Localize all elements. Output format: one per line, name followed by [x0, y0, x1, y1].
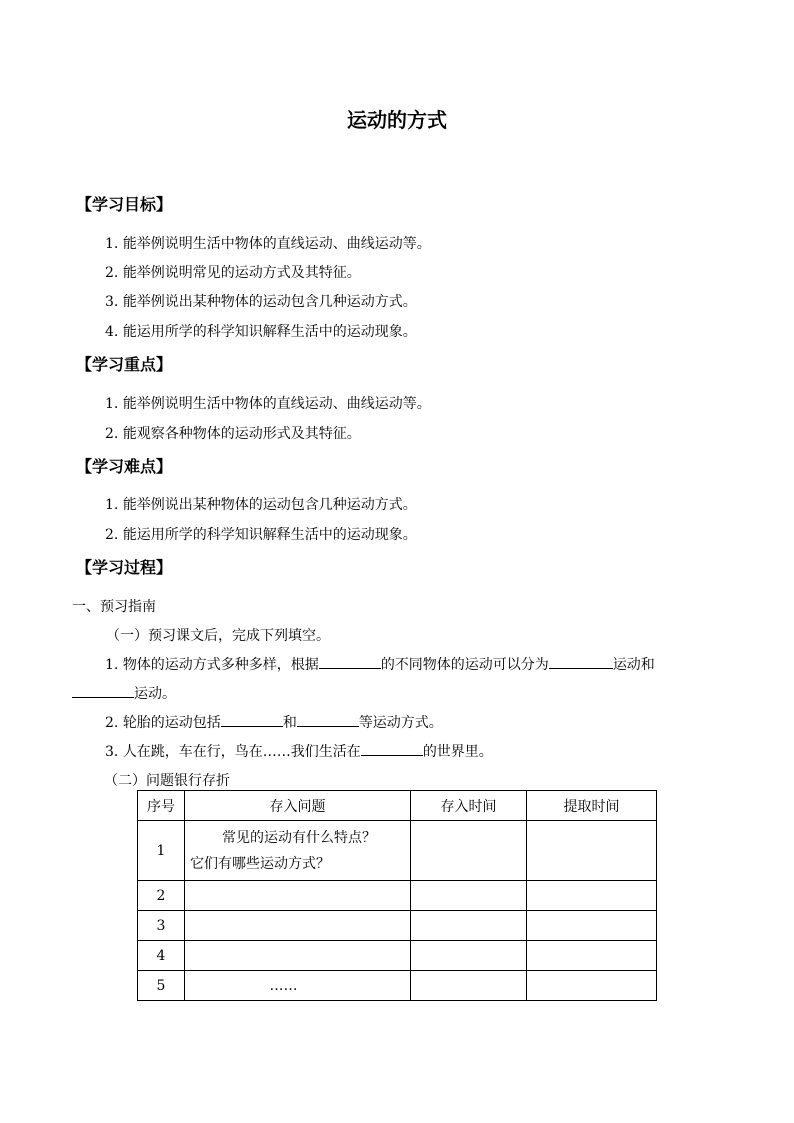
question-cell[interactable]: [185, 911, 411, 941]
question-line: 它们有哪些运动方式？: [190, 855, 330, 872]
question-text: 运动。: [134, 686, 176, 702]
header-index: 序号: [138, 791, 185, 821]
deposit-time-cell[interactable]: [411, 971, 527, 1001]
question-text: 等运动方式。: [358, 715, 443, 731]
question-text: 轮胎的运动包括: [122, 715, 221, 731]
item-number: 3.: [105, 294, 119, 310]
deposit-time-cell[interactable]: [411, 941, 527, 971]
withdraw-time-cell[interactable]: [527, 881, 657, 911]
item-text: 能举例说明生活中物体的直线运动、曲线运动等。: [122, 396, 431, 412]
table-row: [138, 821, 657, 881]
row-index: 3: [138, 911, 185, 941]
withdraw-time-cell[interactable]: [527, 971, 657, 1001]
section-heading-key: 【学习重点】: [76, 355, 173, 374]
row-index: 1: [138, 821, 185, 881]
difficult-item: [105, 524, 417, 544]
blank-field[interactable]: [72, 683, 134, 698]
table-header-row: [138, 791, 657, 821]
section-heading-goals: 【学习目标】: [76, 195, 173, 214]
item-number: 4.: [105, 324, 119, 340]
goal-item: [105, 291, 417, 311]
question-cell[interactable]: ……: [185, 971, 411, 1001]
item-text: 能运用所学的科学知识解释生活中的运动现象。: [122, 527, 417, 543]
part-heading-preview: 一、预习指南: [72, 599, 156, 615]
question-cell[interactable]: [185, 821, 411, 881]
question-bank-table: [137, 790, 657, 1001]
key-item: [105, 423, 361, 443]
question-1-line-2: [72, 683, 176, 703]
header-deposit-time: 存入时间: [411, 791, 527, 821]
item-number: 1.: [105, 396, 119, 412]
question-text: 的不同物体的运动可以分为: [380, 657, 549, 673]
item-text: 能观察各种物体的运动形式及其特征。: [122, 426, 361, 442]
item-number: 1.: [105, 497, 119, 513]
item-number: 2.: [105, 426, 119, 442]
section-heading-difficult: 【学习难点】: [76, 457, 173, 476]
blank-field[interactable]: [297, 712, 359, 727]
item-text: 能运用所学的科学知识解释生活中的运动现象。: [122, 324, 417, 340]
question-text: 和: [282, 715, 297, 731]
item-text: 能举例说明常见的运动方式及其特征。: [122, 265, 361, 281]
table-row: [138, 911, 657, 941]
withdraw-time-cell[interactable]: [527, 941, 657, 971]
document-title: 运动的方式: [347, 108, 447, 132]
blank-field[interactable]: [319, 654, 381, 669]
deposit-time-cell[interactable]: [411, 881, 527, 911]
item-text: 能举例说出某种物体的运动包含几种运动方式。: [122, 497, 417, 513]
question-cell[interactable]: [185, 881, 411, 911]
question-line: 常见的运动有什么特点？: [222, 829, 376, 846]
deposit-time-cell[interactable]: [411, 821, 527, 881]
table-row: [138, 881, 657, 911]
blank-field[interactable]: [221, 712, 283, 727]
item-number: 1.: [105, 657, 119, 673]
item-number: 2.: [105, 527, 119, 543]
question-cell[interactable]: [185, 941, 411, 971]
goal-item: [105, 321, 417, 341]
subsection-fill-blanks: （一）预习课文后，完成下列填空。: [106, 628, 330, 644]
item-number: 3.: [105, 744, 119, 760]
item-text: 能举例说出某种物体的运动包含几种运动方式。: [122, 294, 417, 310]
section-heading-process: 【学习过程】: [76, 558, 173, 577]
question-text: 人在跳，车在行，鸟在……我们生活在: [122, 744, 361, 760]
item-text: 能举例说明生活中物体的直线运动、曲线运动等。: [122, 236, 431, 252]
header-withdraw-time: 提取时间: [527, 791, 657, 821]
item-number: 2.: [105, 265, 119, 281]
question-2: [105, 712, 443, 732]
subsection-question-bank: （二）问题银行存折: [104, 773, 230, 789]
blank-field[interactable]: [361, 741, 423, 756]
key-item: [105, 393, 431, 413]
question-3: [105, 741, 493, 761]
row-index: 2: [138, 881, 185, 911]
goal-item: [105, 262, 361, 282]
question-1-line-1: [105, 654, 655, 674]
blank-field[interactable]: [549, 654, 613, 669]
withdraw-time-cell[interactable]: [527, 911, 657, 941]
deposit-time-cell[interactable]: [411, 911, 527, 941]
item-number: 2.: [105, 715, 119, 731]
table-row: [138, 971, 657, 1001]
withdraw-time-cell[interactable]: [527, 821, 657, 881]
difficult-item: [105, 494, 417, 514]
table-row: [138, 941, 657, 971]
question-text: 运动和: [612, 657, 655, 673]
header-question: 存入问题: [185, 791, 411, 821]
row-index: 5: [138, 971, 185, 1001]
row-index: 4: [138, 941, 185, 971]
item-number: 1.: [105, 236, 119, 252]
question-text: 物体的运动方式多种多样，根据: [122, 657, 319, 673]
goal-item: [105, 233, 431, 253]
question-text: 的世界里。: [422, 744, 493, 760]
